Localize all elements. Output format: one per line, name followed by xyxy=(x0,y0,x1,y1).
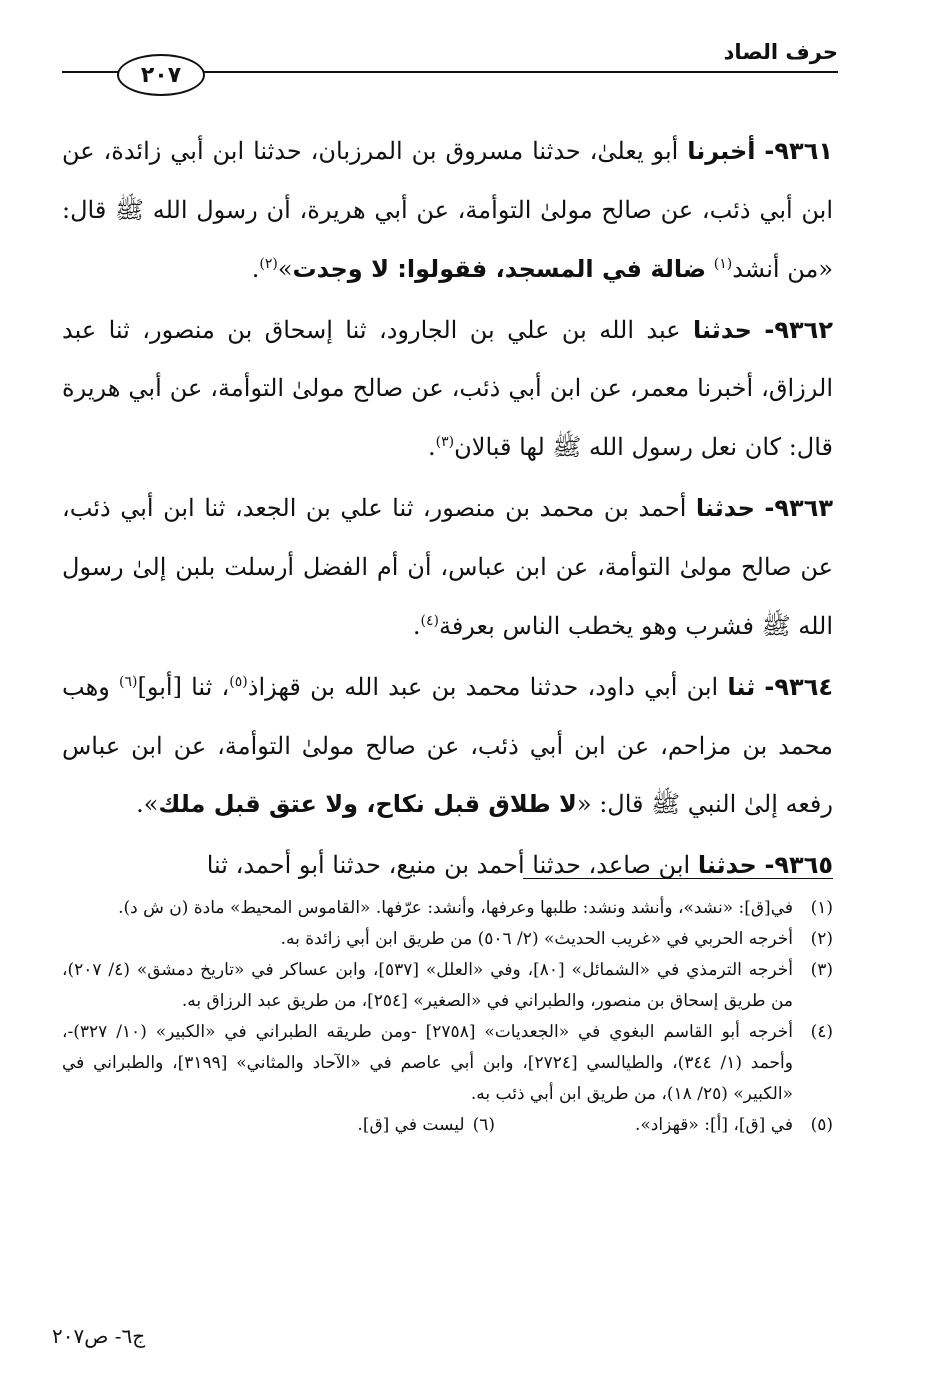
hadith-text: . xyxy=(412,611,421,640)
hadith-text: . xyxy=(251,254,260,283)
hadith-text: ». xyxy=(136,790,159,819)
hadith-text: ، ثنا [أبو] xyxy=(137,672,230,701)
main-text xyxy=(62,122,833,897)
footnote-number: (٦) xyxy=(472,1115,495,1135)
footnote-number: (٣) xyxy=(810,960,833,980)
footnote-text: أخرجه الحربي في «غريب الحديث» (٢/ ٥٠٦) من طريق ابن أبي زائدة به. xyxy=(280,929,793,949)
hadith-entry xyxy=(62,479,833,655)
hadith-entry xyxy=(62,658,833,834)
hadith-text: . xyxy=(428,433,436,462)
prophetic-quote: لا طلاق قبل نكاح، ولا عتق قبل ملك xyxy=(158,790,577,819)
transmission-keyword: حدثنا xyxy=(693,315,752,344)
footnote-separator xyxy=(523,878,833,879)
hadith-text: عبد الله بن علي بن الجارود، ثنا إسحاق بن منصور، ثنا عبد الرزاق، أخبرنا معمر، عن ابن أبي ذئب، عن صالح مولىٰ التوأمة، عن أبي هريرة قال: كان نعل رسول الله ﷺ لها قبالان xyxy=(62,315,833,462)
hadith-number: ٩٣٦٣- xyxy=(764,494,833,523)
prophetic-quote: ضالة في المسجد، فقولوا: لا وجدت xyxy=(292,254,707,283)
footnote-text: ليست في [ق]. xyxy=(357,1115,465,1135)
hadith-text: » xyxy=(277,254,293,283)
footnotes xyxy=(62,893,833,1141)
footnote-text: في[ق]: «نشد»، وأنشد ونشد: طلبها وعرفها، وأنشد: عرّفها. «القاموس المحيط» مادة (ن ش د). xyxy=(118,898,793,918)
footnote-number: (٤) xyxy=(810,1022,833,1042)
hadith-text: أبو يعلىٰ، حدثنا مسروق بن المرزبان، حدثنا ابن أبي زائدة، عن ابن أبي ذئب، عن صالح مولىٰ التوأمة، عن أبي هريرة، أن رسول الله ﷺ قال: «من أنشد xyxy=(62,137,833,283)
footnote-number: (٥) xyxy=(810,1115,833,1135)
hadith-entry xyxy=(62,301,833,477)
hadith-text: ابن أبي داود، حدثنا محمد بن عبد الله بن قهزاذ xyxy=(247,672,719,701)
hadith-text: وهب محمد بن مزاحم، عن ابن أبي ذئب، عن صالح مولىٰ التوأمة، عن ابن عباس رفعه إلىٰ النبي ﷺ قال: « xyxy=(62,672,833,819)
footnote xyxy=(62,1017,833,1110)
footnote xyxy=(62,955,833,1017)
hadith-text: ابن صاعد، حدثنا أحمد بن منيع، حدثنا أبو أحمد، ثنا xyxy=(206,851,691,880)
footnote-marker: (٤) xyxy=(420,612,439,629)
chapter-title: حرف الصاد xyxy=(723,40,838,64)
footnote-marker: (٥) xyxy=(229,673,248,690)
transmission-keyword: حدثنا xyxy=(697,851,757,880)
page-number: ٢٠٧ xyxy=(140,62,182,88)
hadith-number: ٩٣٦٥- xyxy=(764,851,833,880)
footnote xyxy=(62,924,833,955)
hadith-number: ٩٣٦٢- xyxy=(764,315,833,344)
footnote-pair xyxy=(62,1110,833,1141)
hadith-entry xyxy=(62,836,833,895)
footnote-number: (٢) xyxy=(810,929,833,949)
hadith-number: ٩٣٦٤- xyxy=(764,672,833,701)
hadith-text: أحمد بن محمد بن منصور، ثنا علي بن الجعد، ثنا ابن أبي ذئب، عن صالح مولىٰ التوأمة، عن ابن عباس، أن أم الفضل أرسلت بلبن إلىٰ رسول الله ﷺ فشرب وهو يخطب الناس بعرفة xyxy=(62,494,833,640)
footnote-marker: (٦) xyxy=(119,673,138,690)
hadith-entry xyxy=(62,122,833,298)
page-number-badge xyxy=(117,54,205,96)
transmission-keyword: أخبرنا xyxy=(687,137,756,165)
transmission-keyword: حدثنا xyxy=(695,494,755,523)
footnote-text: أخرجه أبو القاسم البغوي في «الجعديات» [٢٧٥٨] -ومن طريقه الطبراني في «الكبير» (١٠/ ٣٢٧)-، وأحمد (١/ ٣٤٤)، والطيالسي [٢٧٢٤]، وابن أبي عاصم في «الآحاد والمثاني» [٣١٩٩]، والطبراني في «الكبير» (٢٥/ ١٨)، من طريق ابن أبي ذئب به. xyxy=(62,1022,793,1104)
footnote-marker: (٣) xyxy=(435,434,455,451)
footnote-marker: (١) xyxy=(713,255,733,272)
footnote xyxy=(62,893,833,924)
hadith-number: ٩٣٦١- xyxy=(764,137,833,165)
page-signature: ج٦- ص٢٠٧ xyxy=(52,1324,146,1348)
transmission-keyword: ثنا xyxy=(727,672,756,701)
footnote-text: أخرجه الترمذي في «الشمائل» [٨٠]، وفي «العلل» [٥٣٧]، وابن عساكر في «تاريخ دمشق» (٤/ ٢٠٧)، من طريق إسحاق بن منصور، والطبراني في «الصغير» [٢٥٤]، من طريق عبد الرزاق به. xyxy=(62,960,794,1011)
footnote-text: في [ق]، [أ]: «قهزاد». xyxy=(634,1115,793,1135)
footnote-number: (١) xyxy=(810,898,833,918)
footnote-marker: (٢) xyxy=(259,255,278,272)
